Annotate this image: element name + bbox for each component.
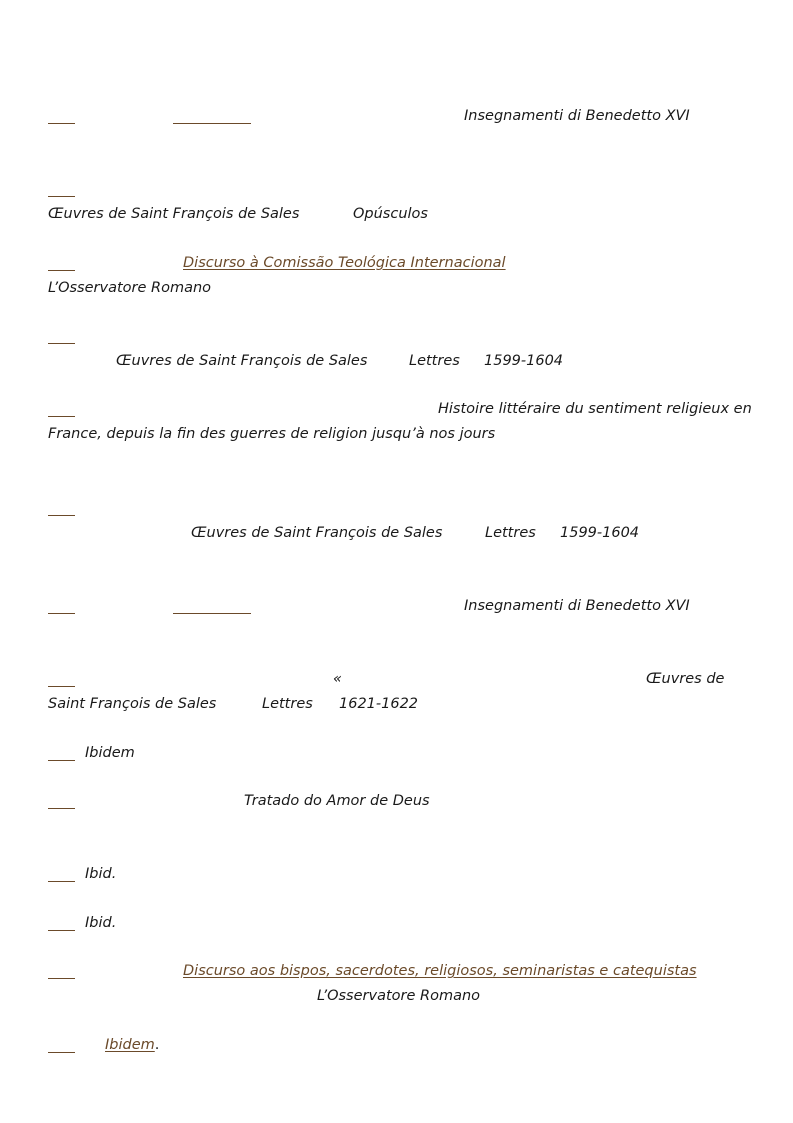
footnote-marker[interactable] <box>48 760 75 761</box>
footnote-8-title-cont: Saint François de Sales <box>48 696 217 712</box>
footnote-5-title-cont: France, depuis la fin des guerres de religion jusqu’à nos jours <box>48 426 496 442</box>
footnote-4-volume: Lettres <box>409 353 460 369</box>
footnote-marker[interactable] <box>48 881 75 882</box>
footnote-11-text: Ibid. <box>85 866 117 882</box>
footnote-4-title: Œuvres de Saint François de Sales <box>116 353 368 369</box>
footnote-2-volume: Opúsculos <box>353 206 428 222</box>
footnote-link-underline[interactable] <box>173 613 251 614</box>
footnote-marker[interactable] <box>48 196 75 197</box>
footnote-6-volume: Lettres <box>485 525 536 541</box>
footnote-14-period: . <box>154 1037 160 1053</box>
footnote-marker[interactable] <box>48 123 75 124</box>
footnote-6-years: 1599-1604 <box>560 525 640 541</box>
footnote-5-title: Histoire littéraire du sentiment religieux en <box>438 401 752 417</box>
footnote-13-link[interactable]: Discurso aos bispos, sacerdotes, religiosos, seminaristas e catequistas <box>183 963 697 979</box>
footnote-14-line <box>105 1036 159 1054</box>
footnote-6-title: Œuvres de Saint François de Sales <box>191 525 443 541</box>
footnote-8-quote-mark: « <box>333 671 342 687</box>
footnote-14-link[interactable]: Ibidem <box>105 1037 155 1053</box>
footnote-9-text: Ibidem <box>85 745 135 761</box>
footnote-12-text: Ibid. <box>85 915 117 931</box>
footnote-4-years: 1599-1604 <box>484 353 564 369</box>
footnote-link-underline[interactable] <box>173 123 251 124</box>
footnote-marker[interactable] <box>48 930 75 931</box>
footnote-marker[interactable] <box>48 1052 75 1053</box>
footnote-marker[interactable] <box>48 515 75 516</box>
footnote-marker[interactable] <box>48 270 75 271</box>
footnote-marker[interactable] <box>48 686 75 687</box>
footnote-3-link[interactable]: Discurso à Comissão Teológica Internacional <box>183 255 506 271</box>
footnote-marker[interactable] <box>48 343 75 344</box>
footnote-marker[interactable] <box>48 416 75 417</box>
footnote-marker[interactable] <box>48 978 75 979</box>
footnote-8-title: Œuvres de <box>646 671 725 687</box>
footnote-8-volume: Lettres <box>262 696 313 712</box>
footnote-10-title: Tratado do Amor de Deus <box>244 793 430 809</box>
footnote-7-title: Insegnamenti di Benedetto XVI <box>464 598 690 614</box>
footnote-marker[interactable] <box>48 808 75 809</box>
footnote-marker[interactable] <box>48 613 75 614</box>
footnote-3-source: L’Osservatore Romano <box>48 280 212 296</box>
footnote-8-years: 1621-1622 <box>339 696 419 712</box>
footnote-2-title: Œuvres de Saint François de Sales <box>48 206 300 222</box>
footnote-1-title: Insegnamenti di Benedetto XVI <box>464 108 690 124</box>
footnote-13-source: L’Osservatore Romano <box>317 988 481 1004</box>
